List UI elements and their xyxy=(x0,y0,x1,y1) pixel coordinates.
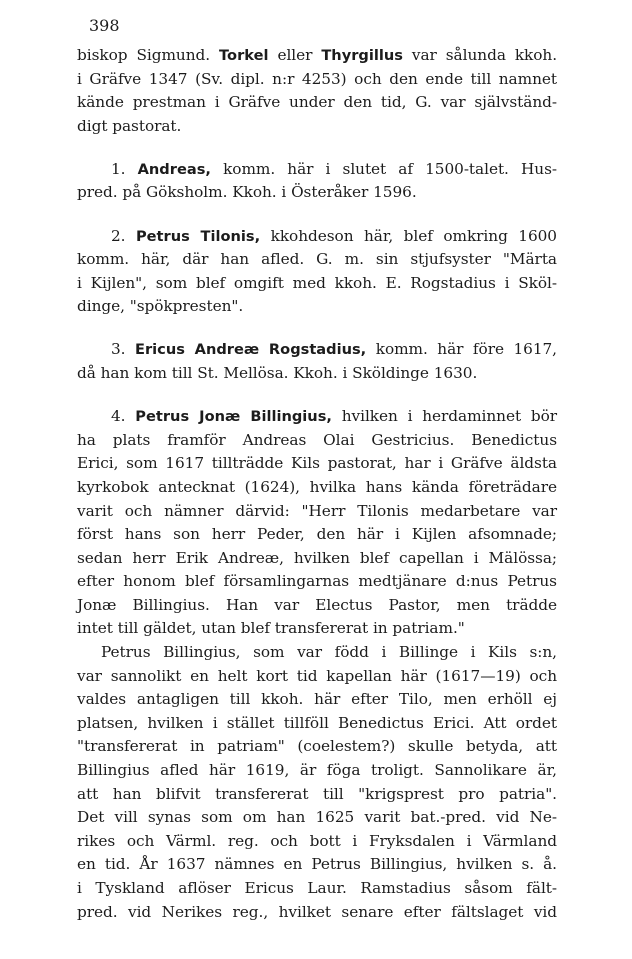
page-body xyxy=(77,44,557,924)
para-5-line: Det vill synas som om han 1625 varit bat.-pred. vid Ne- xyxy=(77,808,557,827)
entry-number: 2. xyxy=(111,226,126,245)
entry-4-line: Jonæ Billingius. Han var Electus Pastor, men trädde xyxy=(77,595,557,614)
entry-name: Ericus Andreæ Rogstadius, xyxy=(135,341,367,359)
intro-line-2: i Gräfve 1347 (Sv. dipl. n:r 4253) och den ende till namnet xyxy=(77,69,557,88)
intro-line-1: biskop Sigmund. Torkel eller Thyrgillus var sålunda kkoh. xyxy=(77,46,558,64)
para-5-line: en tid. År 1637 nämnes en Petrus Billingius, hvilken s. å. xyxy=(77,855,557,874)
para-5-line: pred. vid Nerikes reg., hvilket senare efter fältslaget vid xyxy=(77,902,557,921)
entry-2-line-2: komm. här, där han afled. G. m. sin stjufsyster "Märta xyxy=(77,250,557,269)
entry-name: Petrus Jonæ Billingius, xyxy=(135,408,332,426)
entry-3-line-1: 3. Ericus Andreæ Rogstadius, komm. här före 1617, xyxy=(111,340,557,359)
page-number: 398 xyxy=(89,16,120,35)
para-5-line: platsen, hvilken i stället tillföll Benedictus Erici. Att ordet xyxy=(77,713,557,732)
entry-1-line-1: 1. Andreas, komm. här i slutet af 1500-talet. Hus- xyxy=(111,159,557,178)
name-thyrgillus: Thyrgillus xyxy=(321,47,403,64)
para-5-line: Billingius afled här 1619, är föga troligt. Sannolikare är, xyxy=(77,761,557,780)
entry-name: Petrus Tilonis, xyxy=(135,227,261,245)
entry-number: 4. xyxy=(111,407,126,426)
entry-number: 1. xyxy=(111,159,126,178)
entry-4-line: kyrkobok antecknat (1624), hvilka hans kända företrädare xyxy=(77,477,557,496)
para-5-line: valdes antagligen till kkoh. här efter Tilo, men erhöll ej xyxy=(77,690,557,709)
entry-2-line-1: 2. Petrus Tilonis, kkohdeson här, blef omkring 1600 xyxy=(111,226,557,245)
name-torkel: Torkel xyxy=(219,47,269,64)
entry-4-line: Erici, som 1617 tillträdde Kils pastorat, har i Gräfve äldsta xyxy=(77,454,557,473)
intro-line-3: kände prestman i Gräfve under den tid, G. var självständ- xyxy=(77,93,557,112)
para-5-line: var sannolikt en helt kort tid kapellan här (1617—19) och xyxy=(77,666,557,685)
para-5-line: "transfererat in patriam" (coelestem?) skulle betyda, att xyxy=(77,737,557,756)
entry-4-line-1: 4. Petrus Jonæ Billingius, hvilken i herdaminnet bör xyxy=(111,407,558,426)
entry-3-line-2: då han kom till St. Mellösa. Kkoh. i Sköldinge 1630. xyxy=(77,364,478,383)
para-5-line: att han blifvit transfererat till "krigsprest pro patria". xyxy=(77,784,557,803)
entry-4-line: först hans son herr Peder, den här i Kijlen afsomnade; xyxy=(77,525,557,544)
para-5-line: Petrus Billingius, som var född i Billinge i Kils s:n, xyxy=(101,643,557,662)
entry-4-line: ha plats framför Andreas Olai Gestricius. Benedictus xyxy=(77,430,557,449)
entry-name: Andreas, xyxy=(137,160,211,178)
entry-number: 3. xyxy=(111,340,126,359)
entry-4-line: intet till gäldet, utan blef transfererat in patriam." xyxy=(77,619,465,638)
entry-4-line: sedan herr Erik Andreæ, hvilken blef capellan i Mälössa; xyxy=(77,548,557,567)
entry-1-line-2: pred. på Göksholm. Kkoh. i Österåker 1596. xyxy=(77,183,417,202)
para-5-line: rikes och Värml. reg. och bott i Fryksdalen i Värmland xyxy=(77,831,557,850)
entry-2-line-3: i Kijlen", som blef omgift med kkoh. E. Rogstadius i Sköl- xyxy=(77,273,557,292)
entry-4-line: varit och nämner därvid: "Herr Tilonis medarbetare var xyxy=(77,501,557,520)
intro-line-4: digt pastorat. xyxy=(77,116,182,135)
entry-4-line: efter honom blef församlingarnas medtjänare d:nus Petrus xyxy=(77,572,557,591)
entry-2-line-4: dinge, "spökpresten". xyxy=(77,297,244,316)
para-5-line: i Tyskland aflöser Ericus Laur. Ramstadius såsom fält- xyxy=(77,879,557,897)
